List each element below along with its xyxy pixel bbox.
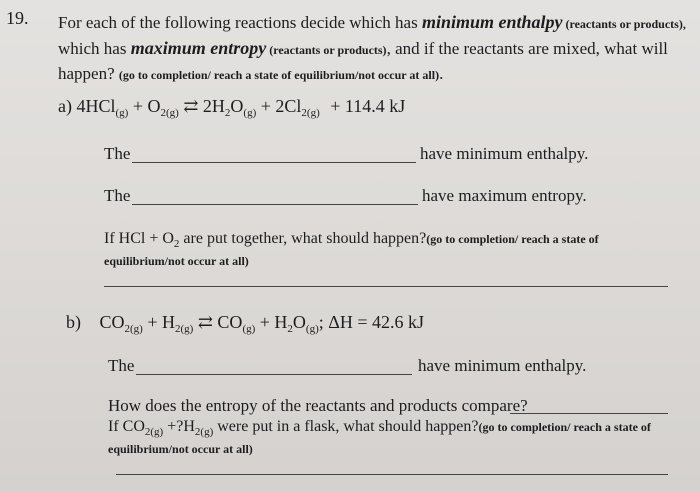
eq-subscript: 2(g) xyxy=(160,107,179,119)
part-b-flask-question xyxy=(108,416,668,460)
part-a-blank1-the: The xyxy=(104,144,131,163)
flask-q-text: If CO xyxy=(108,418,145,435)
part-b-answer-line-flask[interactable] xyxy=(116,474,668,475)
intro-text: which has xyxy=(58,39,131,58)
eq-term: H xyxy=(162,312,175,332)
eq-term: CO xyxy=(99,312,125,332)
part-a-blank2-the: The xyxy=(104,186,131,205)
eq-term: O xyxy=(230,96,244,116)
part-a-answer-line-enthalpy[interactable] xyxy=(132,162,416,163)
eq-state: (g) xyxy=(242,323,256,335)
intro-max-note: (reactants or products) xyxy=(266,43,387,57)
eq-subscript: 2(g) xyxy=(124,323,143,335)
part-b-blank1-tail: have minimum enthalpy. xyxy=(418,356,587,375)
eq-state: (g) xyxy=(305,323,319,335)
eq-subscript: 2 xyxy=(173,238,180,250)
flask-q-text: +?H xyxy=(163,418,195,435)
part-a-label: a) xyxy=(58,96,72,116)
part-b-entropy-question: How does the entropy of the reactants and products compare? xyxy=(108,396,528,415)
eq-subscript: 2(g) xyxy=(144,426,164,438)
equilibrium-arrow-icon: ⇄ xyxy=(193,312,218,332)
intro-options: (go to completion/ reach a state of equilibrium/not occur at all) xyxy=(118,68,440,82)
part-a-mix-question xyxy=(104,228,664,272)
intro-maximum-entropy: maximum entropy xyxy=(130,38,267,58)
eq-subscript: 2(g) xyxy=(175,323,194,335)
mix-q-text: are put together, what should happen? xyxy=(179,230,427,247)
eq-plus: + xyxy=(142,312,162,332)
eq-term: O xyxy=(292,312,306,332)
eq-term: H xyxy=(274,312,288,332)
eq-term: 2Cl xyxy=(275,96,302,116)
eq-term: O xyxy=(147,96,161,116)
intro-text: For each of the following reactions decide which has xyxy=(58,13,422,32)
question-number: 19. xyxy=(6,8,29,28)
eq-subscript: 2 xyxy=(224,107,231,119)
equilibrium-arrow-icon: ⇄ xyxy=(178,96,203,116)
mix-q-text: If HCl + O xyxy=(104,230,174,247)
question-intro xyxy=(58,10,698,87)
intro-minimum-enthalpy: minimum enthalpy xyxy=(421,12,563,32)
intro-min-note: (reactants or products), xyxy=(562,17,686,31)
part-a-blank2-tail: have maximum entropy. xyxy=(422,186,587,205)
eq-delta-h: ; ΔH = 42.6 kJ xyxy=(318,312,424,332)
part-b-answer-line-enthalpy[interactable] xyxy=(136,374,412,375)
eq-subscript: 2 xyxy=(287,323,293,335)
eq-subscript: 2(g) xyxy=(301,107,320,119)
eq-term: 2H xyxy=(202,96,225,116)
eq-plus: + xyxy=(255,312,275,332)
intro-text: . xyxy=(439,64,444,83)
eq-heat: + 114.4 kJ xyxy=(330,96,406,116)
part-b-label: b) xyxy=(66,312,81,332)
part-a-equation xyxy=(58,96,405,117)
eq-state: (g) xyxy=(243,107,257,119)
eq-state: (g) xyxy=(115,107,129,119)
eq-plus: + xyxy=(128,96,148,116)
intro-text: , and if the reactants are mixed, what will happen? xyxy=(58,39,668,83)
eq-term: 4HCl xyxy=(76,96,116,116)
part-b-equation xyxy=(66,312,424,333)
eq-plus: + xyxy=(256,96,276,116)
mix-q-options: (go to completion/ reach a state of equilibrium/not occur at all) xyxy=(104,232,599,268)
part-a-answer-line-mix[interactable] xyxy=(104,286,668,287)
part-a-answer-line-entropy[interactable] xyxy=(132,204,418,205)
part-b-answer-line-entropy[interactable] xyxy=(510,413,668,414)
part-b-blank1-the: The xyxy=(108,356,135,375)
eq-subscript: 2(g) xyxy=(194,426,214,438)
part-a-blank1-tail: have minimum enthalpy. xyxy=(420,144,589,163)
eq-term: CO xyxy=(217,312,243,332)
flask-q-text: were put in a flask, what should happen? xyxy=(213,418,479,435)
flask-q-options: (go to completion/ reach a state of equilibrium/not occur at all) xyxy=(108,420,651,456)
